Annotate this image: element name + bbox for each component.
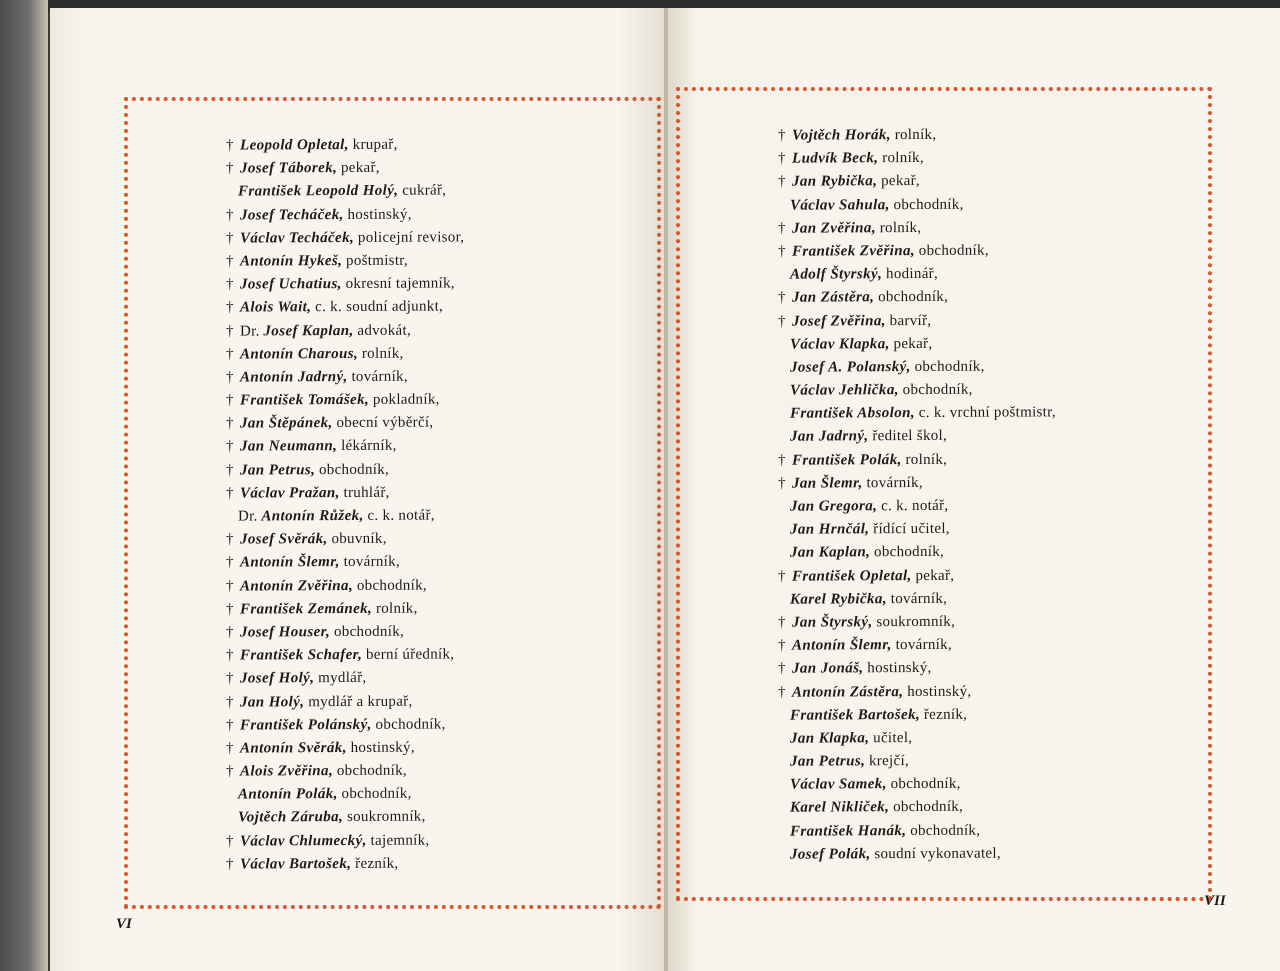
list-entry	[226, 574, 464, 598]
entry-occupation: pekař,	[341, 160, 380, 177]
cross-mark-icon: †	[226, 323, 234, 340]
list-entry	[226, 342, 464, 366]
entry-name: Antonín Šlemr,	[240, 554, 340, 571]
entry-name: Václav Bartošek,	[240, 855, 352, 873]
cross-mark-icon: †	[226, 578, 234, 595]
entry-occupation: soudní vykonavatel,	[874, 845, 1001, 863]
entry-name: Jan Petrus,	[790, 753, 866, 770]
list-entry	[226, 644, 464, 668]
cross-mark-icon: †	[226, 601, 234, 618]
entry-occupation: obchodník,	[918, 242, 989, 259]
entry-occupation: pekař,	[881, 173, 920, 190]
list-entry	[226, 783, 464, 807]
entry-occupation: obecní výběrčí,	[336, 414, 434, 432]
book-gutter	[664, 8, 668, 971]
cross-mark-icon: †	[226, 670, 234, 687]
entry-occupation: pekař,	[893, 335, 933, 352]
entry-name: Jan Holý,	[240, 693, 305, 711]
entry-name: František Zemánek,	[240, 600, 373, 618]
cross-mark-icon: †	[226, 462, 234, 479]
list-entry	[778, 216, 1056, 241]
list-entry	[226, 713, 464, 737]
cross-mark-icon: †	[226, 439, 234, 456]
cross-mark-icon: †	[226, 392, 234, 409]
cross-mark-icon: †	[226, 346, 234, 363]
cross-mark-icon: †	[778, 127, 786, 144]
cross-mark-icon: †	[226, 369, 234, 386]
entry-occupation: hostinský,	[347, 206, 412, 223]
entry-occupation: rolník,	[905, 451, 948, 468]
entry-name: Jan Štyrský,	[792, 614, 873, 631]
entry-occupation: řezník,	[355, 855, 399, 872]
entry-name: Jan Gregora,	[790, 498, 878, 515]
list-entry	[226, 226, 464, 250]
list-entry	[778, 633, 1056, 658]
entry-occupation: obchodník,	[356, 577, 427, 594]
list-entry	[778, 587, 1056, 612]
list-entry	[778, 402, 1056, 427]
entry-name: Antonín Charous,	[240, 345, 359, 363]
entry-occupation: rolník,	[879, 219, 922, 236]
entry-name: Václav Klapka,	[790, 335, 890, 353]
cross-mark-icon: †	[778, 637, 786, 654]
list-entry	[226, 504, 464, 528]
cross-mark-icon: †	[778, 475, 786, 492]
cross-mark-icon: †	[778, 290, 786, 307]
entry-occupation: policejní revisor,	[357, 229, 465, 246]
entry-occupation: krejčí,	[869, 753, 909, 770]
list-entry	[226, 759, 464, 783]
entry-occupation: obuvník,	[331, 530, 387, 548]
list-entry	[226, 203, 464, 227]
list-entry	[778, 262, 1056, 287]
cross-mark-icon: †	[226, 694, 234, 711]
entry-occupation: obchodník,	[893, 196, 964, 213]
entry-occupation: mydlář a krupař,	[308, 693, 413, 710]
cross-mark-icon: †	[778, 614, 786, 631]
entry-occupation: berní úředník,	[365, 646, 455, 664]
entry-name: Václav Samek,	[790, 776, 887, 793]
list-entry	[778, 610, 1056, 635]
cross-mark-icon: †	[778, 568, 786, 585]
entry-occupation: poštmistr,	[346, 252, 409, 269]
list-entry	[778, 378, 1056, 403]
list-entry	[778, 541, 1056, 566]
cross-mark-icon: †	[778, 661, 786, 678]
entry-occupation: soukromník,	[346, 809, 426, 826]
entry-occupation: hodinář,	[886, 266, 939, 283]
entry-occupation: továrník,	[895, 636, 953, 654]
cross-mark-icon: †	[226, 763, 234, 780]
entry-occupation: obchodník,	[914, 358, 985, 375]
list-entry	[226, 667, 464, 691]
cross-mark-icon: †	[778, 684, 786, 701]
list-entry	[226, 852, 464, 876]
entry-name: Karel Rybička,	[790, 590, 887, 608]
list-entry	[226, 273, 464, 297]
entry-name: Václav Sahula,	[790, 196, 890, 214]
cross-mark-icon: †	[778, 174, 786, 191]
list-entry	[226, 528, 464, 552]
entry-name: Ludvík Beck,	[792, 150, 879, 167]
list-entry	[778, 123, 1056, 148]
cross-mark-icon: †	[226, 554, 234, 571]
list-entry	[226, 133, 464, 157]
list-entry	[778, 842, 1056, 867]
entry-occupation: krupař,	[352, 136, 398, 153]
cross-mark-icon: †	[226, 531, 234, 548]
list-entry	[226, 296, 464, 320]
entry-name: Antonín Svěrák,	[240, 739, 347, 757]
list-entry	[226, 319, 464, 343]
entry-name: Václav Pražan,	[240, 484, 340, 502]
entry-occupation: řezník,	[923, 706, 968, 723]
entry-occupation: ředitel škol,	[872, 428, 948, 445]
entry-occupation: hostinský,	[350, 739, 415, 756]
entry-name: Leopold Opletal,	[240, 136, 349, 154]
entry-name: Adolf Štyrský,	[790, 266, 883, 283]
entry-occupation: továrník,	[351, 368, 408, 385]
list-entry	[778, 471, 1056, 496]
list-entry	[778, 332, 1056, 357]
entry-occupation: barvíř,	[889, 312, 932, 329]
list-entry	[226, 157, 464, 181]
entry-name: František Hanák,	[790, 822, 907, 840]
cross-mark-icon: †	[778, 243, 786, 260]
cross-mark-icon: †	[226, 253, 234, 270]
entry-name: František Bartošek,	[790, 706, 921, 724]
entry-name: Antonín Polák,	[238, 786, 338, 803]
entry-name: Václav Techáček,	[240, 229, 355, 247]
list-entry	[226, 597, 464, 621]
entry-name: Jan Jonáš,	[792, 660, 864, 677]
entry-occupation: cukrář,	[402, 182, 447, 200]
list-entry	[226, 736, 464, 760]
cross-mark-icon: †	[226, 230, 234, 247]
left-name-list	[226, 134, 464, 876]
entry-title-prefix: Dr.	[238, 508, 258, 525]
entry-name: Jan Jadrný,	[790, 428, 869, 446]
entry-occupation: tajemník,	[370, 832, 430, 849]
cross-mark-icon: †	[226, 137, 234, 154]
entry-occupation: truhlář,	[343, 484, 390, 501]
entry-name: Jan Zvěřina,	[792, 219, 876, 237]
list-entry	[226, 249, 464, 273]
entry-occupation: c. k. notář,	[881, 497, 949, 515]
entry-name: Jan Zástěra,	[792, 289, 875, 306]
entry-occupation: hostinský,	[867, 660, 932, 677]
cross-mark-icon: †	[226, 207, 234, 224]
list-entry	[226, 690, 464, 714]
cross-mark-icon: †	[226, 740, 234, 757]
entry-name: Josef Polák,	[790, 846, 871, 863]
list-entry	[778, 193, 1056, 218]
list-entry	[778, 564, 1056, 589]
list-entry	[778, 726, 1056, 751]
entry-name: Josef Svěrák,	[240, 531, 328, 548]
entry-occupation: obchodník,	[336, 762, 407, 780]
list-entry	[778, 425, 1056, 450]
entry-occupation: c. k. soudní adjunkt,	[315, 298, 444, 316]
cross-mark-icon: †	[226, 647, 234, 664]
entry-occupation: c. k. vrchní poštmistr,	[918, 404, 1056, 422]
entry-occupation: hostinský,	[907, 683, 972, 700]
list-entry	[226, 829, 464, 853]
list-entry	[778, 749, 1056, 774]
list-entry	[226, 435, 464, 459]
entry-name: František Opletal,	[792, 567, 912, 585]
entry-name: Karel Nikliček,	[790, 799, 890, 817]
entry-name: Josef Houser,	[240, 624, 331, 641]
entry-name: Antonín Růžek,	[261, 507, 364, 525]
entry-name: Antonín Šlemr,	[792, 637, 892, 654]
entry-occupation: rolník,	[894, 126, 937, 144]
entry-name: František Leopold Holý,	[238, 183, 399, 200]
entry-name: Jan Klapka,	[790, 730, 870, 747]
entry-name: Antonín Zvěřina,	[240, 577, 354, 595]
entry-name: Josef Táborek,	[240, 160, 338, 177]
list-entry	[778, 703, 1056, 728]
entry-occupation: lékárník,	[341, 438, 397, 455]
list-entry	[226, 551, 464, 575]
list-entry	[778, 286, 1056, 311]
entry-name: Josef Zvěřina,	[792, 312, 886, 330]
list-entry	[778, 494, 1056, 519]
list-entry	[778, 146, 1056, 171]
list-entry	[778, 448, 1056, 473]
entry-occupation: rolník,	[882, 150, 924, 167]
list-entry	[778, 517, 1056, 542]
entry-occupation: řídící učitel,	[873, 521, 950, 538]
entry-title-prefix: Dr.	[240, 322, 260, 340]
entry-occupation: rolník,	[361, 345, 404, 362]
entry-occupation: advokát,	[357, 322, 412, 339]
entry-occupation: c. k. notář,	[367, 507, 435, 524]
entry-occupation: soukromník,	[876, 613, 956, 631]
list-entry	[226, 412, 464, 436]
entry-name: Jan Neumann,	[240, 438, 338, 455]
list-entry	[778, 680, 1056, 705]
entry-name: Josef Techáček,	[240, 206, 344, 224]
cross-mark-icon: †	[226, 717, 234, 734]
entry-name: František Tomášek,	[240, 391, 370, 409]
page-number-left: VI	[116, 916, 132, 932]
entry-occupation: továrník,	[343, 554, 401, 571]
entry-occupation: obchodník,	[341, 785, 412, 803]
entry-name: Josef Uchatius,	[240, 276, 342, 293]
entry-occupation: obchodník,	[902, 381, 973, 399]
entry-occupation: továrník,	[866, 474, 923, 492]
list-entry	[226, 620, 464, 644]
entry-name: Josef A. Polanský,	[790, 358, 911, 376]
cross-mark-icon: †	[226, 160, 234, 177]
list-entry	[226, 481, 464, 505]
entry-name: Václav Jehlička,	[790, 382, 899, 399]
book-cover-edge	[0, 0, 48, 971]
entry-name: František Schafer,	[240, 647, 363, 664]
cross-mark-icon: †	[226, 624, 234, 641]
cross-mark-icon: †	[778, 150, 786, 167]
entry-occupation: obchodník,	[910, 822, 981, 839]
cross-mark-icon: †	[226, 299, 234, 316]
list-entry	[778, 796, 1056, 821]
list-entry	[778, 239, 1056, 264]
entry-name: Josef Holý,	[240, 670, 315, 687]
entry-name: Václav Chlumecký,	[240, 832, 367, 850]
list-entry	[778, 309, 1056, 334]
entry-name: Antonín Zástěra,	[792, 683, 904, 701]
cross-mark-icon: †	[778, 313, 786, 330]
entry-occupation: obchodník,	[874, 544, 945, 561]
entry-occupation: obchodník,	[878, 289, 949, 306]
list-entry	[778, 773, 1056, 798]
entry-name: Antonín Hykeš,	[240, 252, 343, 270]
entry-name: Jan Šlemr,	[792, 475, 863, 492]
entry-name: Jan Kaplan,	[790, 544, 871, 562]
cross-mark-icon: †	[226, 276, 234, 293]
list-entry	[226, 365, 464, 389]
cross-mark-icon: †	[226, 856, 234, 873]
entry-occupation: okresní tajemník,	[345, 275, 455, 293]
entry-name: Vojtěch Záruba,	[238, 809, 344, 826]
list-entry	[778, 170, 1056, 195]
entry-occupation: obchodník,	[893, 799, 964, 816]
entry-occupation: pokladník,	[372, 391, 440, 408]
entry-name: Jan Štěpánek,	[240, 415, 333, 432]
entry-occupation: obchodník,	[375, 716, 446, 733]
entry-name: Alois Zvěřina,	[240, 763, 334, 780]
entry-occupation: pekař,	[915, 567, 955, 584]
entry-name: Jan Rybička,	[792, 173, 878, 191]
entry-name: Antonín Jadrný,	[240, 368, 348, 386]
entry-name: Josef Kaplan,	[263, 322, 354, 339]
list-entry	[226, 458, 464, 482]
entry-name: František Polák,	[792, 451, 902, 469]
list-entry	[226, 388, 464, 412]
cross-mark-icon: †	[226, 485, 234, 502]
entry-name: František Zvěřina,	[792, 242, 916, 260]
list-entry	[226, 180, 464, 204]
cross-mark-icon: †	[778, 220, 786, 237]
entry-name: Jan Petrus,	[240, 461, 316, 479]
entry-name: František Polánský,	[240, 716, 372, 734]
entry-occupation: továrník,	[890, 590, 948, 607]
entry-occupation: rolník,	[375, 600, 418, 617]
entry-name: Alois Wait,	[240, 299, 312, 316]
list-entry	[778, 657, 1056, 682]
list-entry	[778, 355, 1056, 380]
entry-name: Jan Hrnčál,	[790, 521, 870, 538]
list-entry	[226, 806, 464, 830]
entry-occupation: učitel,	[873, 729, 913, 747]
entry-name: František Absolon,	[790, 405, 916, 422]
entry-occupation: mydlář,	[318, 670, 367, 687]
cross-mark-icon: †	[778, 452, 786, 469]
cross-mark-icon: †	[226, 833, 234, 850]
entry-name: Vojtěch Horák,	[792, 127, 891, 144]
entry-occupation: obchodník,	[890, 776, 961, 793]
page-number-right: VII	[1204, 893, 1226, 909]
list-entry	[778, 819, 1056, 844]
cross-mark-icon: †	[226, 415, 234, 432]
entry-occupation: obchodník,	[319, 461, 390, 478]
entry-occupation: obchodník,	[333, 623, 405, 640]
right-name-list	[778, 124, 1056, 866]
